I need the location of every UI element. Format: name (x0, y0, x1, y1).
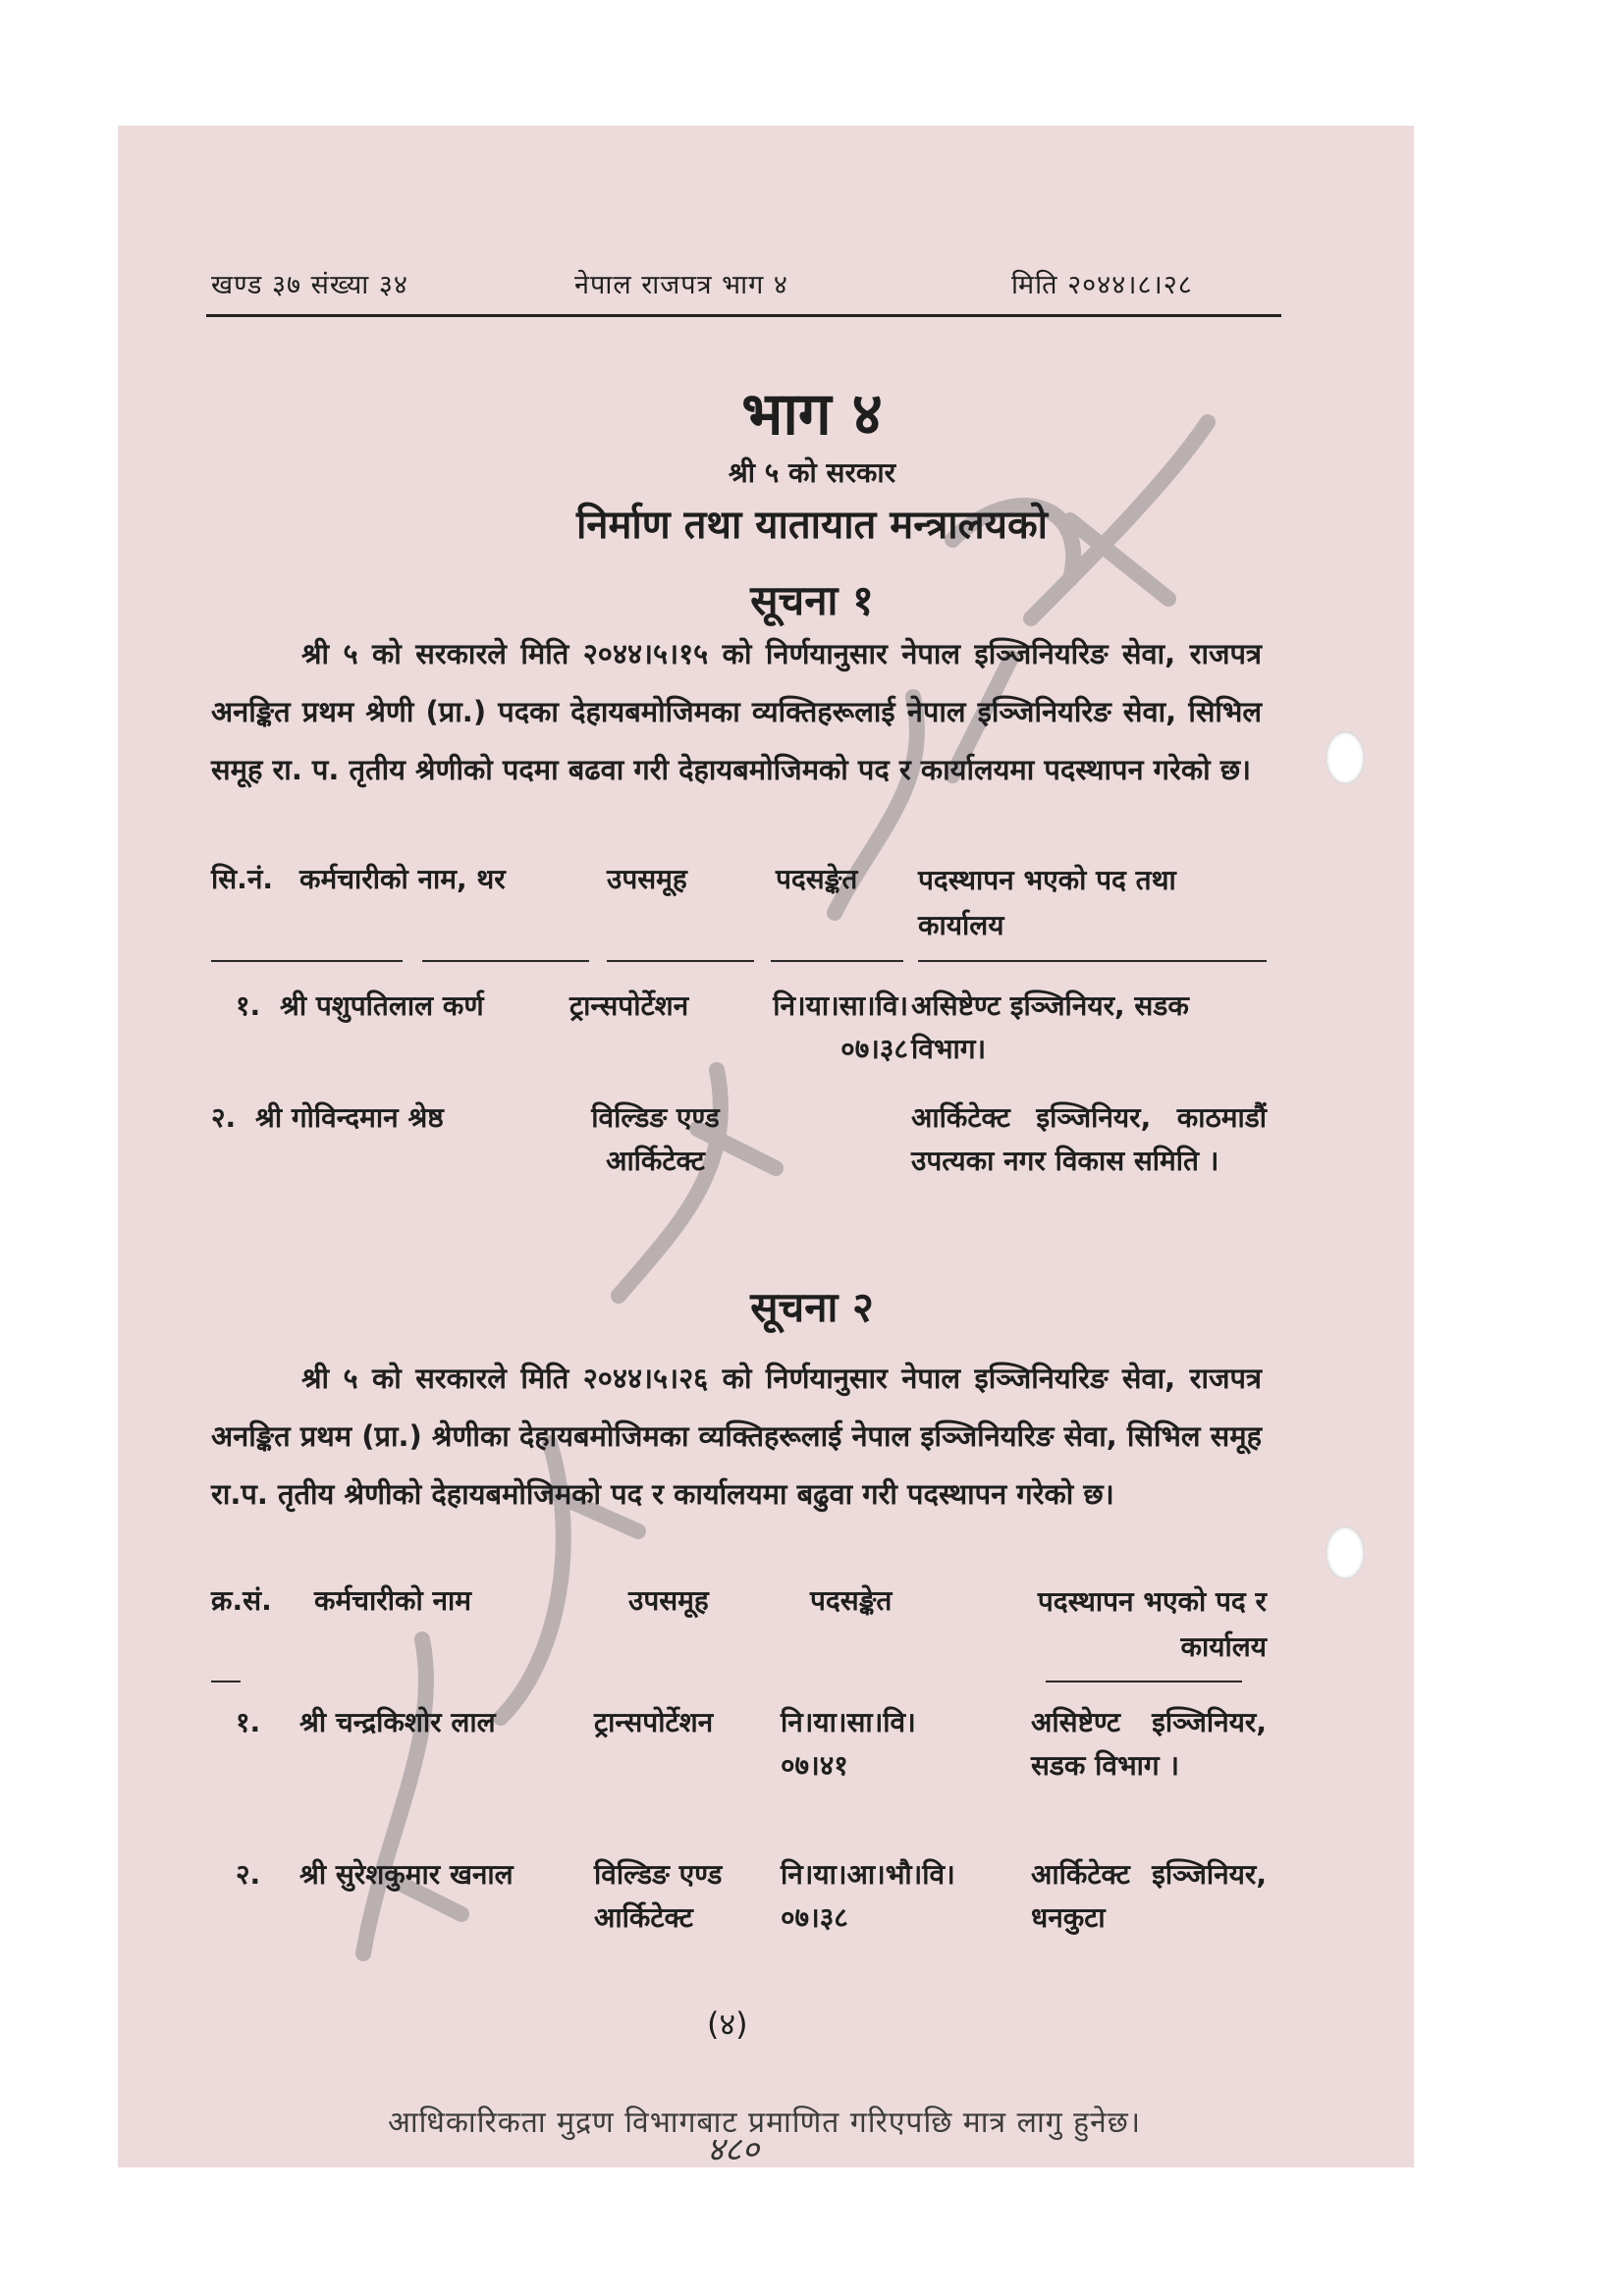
n1-row2-post: आर्किटेक्ट इञ्जिनियर, काठमाडौं उपत्यका नगर विकास समिति । (911, 1101, 1267, 1177)
notice-2-paragraph (211, 1350, 1262, 1523)
page-number: (४) (707, 2005, 748, 2043)
n2-col-sn: क्र.सं. (211, 1584, 272, 1617)
n2-col-group: उपसमूह (628, 1584, 709, 1617)
header-rule (206, 314, 1281, 317)
n1-row2-sn: २. (211, 1101, 237, 1134)
authenticity-footer: आधिकारिकता मुद्रण विभागबाट प्रमाणित गरिएपछि मात्र लागु हुनेछ। (388, 2106, 1142, 2140)
table-rule (211, 1681, 241, 1682)
table-rule (422, 960, 589, 962)
n1-col-group: उपसमूह (607, 863, 687, 895)
n1-col-name: कर्मचारीको नाम, थर (299, 863, 506, 895)
table-rule (771, 960, 903, 962)
n1-row2-group: विल्डिङ एण्ड आर्किटेक्ट (591, 1101, 720, 1177)
n2-row1-sn: १. (236, 1706, 261, 1738)
ministry-heading: निर्माण तथा यातायात मन्त्रालयको (575, 503, 1049, 548)
table-rule (918, 960, 1267, 962)
n2-col-name: कर्मचारीको नाम (314, 1584, 472, 1617)
n2-row2-post: आर्किटेक्ट इञ्जिनियर, धनकुटा (1031, 1858, 1267, 1934)
n1-row2-name: श्री गोविन्दमान श्रेष्ठ (255, 1101, 444, 1134)
table-rule (1046, 1681, 1242, 1682)
notice-2-heading: सूचना २ (750, 1283, 874, 1331)
notice-1-heading: सूचना १ (750, 576, 874, 624)
n1-row1-code: नि।या।सा।वि। ०७।३८ (773, 989, 908, 1065)
notice-1-paragraph (211, 625, 1262, 799)
n2-row1-group: ट्रान्सपोर्टेशन (594, 1706, 714, 1738)
n2-row2-group: विल्डिङ एण्ड आर्किटेक्ट (594, 1858, 723, 1934)
n2-row2-name: श्री सुरेशकुमार खनाल (299, 1858, 514, 1891)
n2-row1-code: नि।या।सा।वि। ०७।४१ (781, 1706, 916, 1782)
n2-row2-code: नि।या।आ।भौ।वि। ०७।३८ (781, 1858, 955, 1934)
n1-row1-sn: १. (236, 989, 261, 1022)
n2-row1-name: श्री चन्द्रकिशोर लाल (299, 1706, 496, 1738)
binder-hole (1326, 731, 1365, 784)
n2-row1-post: असिष्टेण्ट इञ्जिनियर, सडक विभाग । (1031, 1706, 1267, 1782)
n2-col-post: पदस्थापन भएको पद र कार्यालय (1037, 1585, 1267, 1663)
table-rule (607, 960, 754, 962)
n1-col-post: पदस्थापन भएको पद तथा कार्यालय (918, 864, 1176, 941)
n1-row1-group: ट्रान्सपोर्टेशन (569, 989, 689, 1022)
header-right: मिति २०४४।८।२८ (1011, 270, 1193, 300)
part-title: भाग ४ (741, 380, 883, 449)
binder-hole (1326, 1526, 1365, 1579)
n1-col-sn: सि.नं. (211, 863, 273, 895)
header-center: नेपाल राजपत्र भाग ४ (574, 270, 788, 300)
table-rule (211, 960, 403, 962)
handwritten-number: ४८० (707, 2130, 760, 2169)
n2-row2-sn: २. (236, 1858, 261, 1891)
n1-col-code: पदसङ्केत (776, 863, 858, 895)
n2-col-code: पदसङ्केत (810, 1584, 893, 1617)
header-left: खण्ड ३७ संख्या ३४ (211, 270, 408, 300)
notice-2-text: श्री ५ को सरकारले मिति २०४४।५।२६ को निर्णयानुसार नेपाल इञ्जिनियरिङ सेवा, राजपत्र अनङ्कित प्रथम (प्रा.) श्रेणीका देहायबमोजिमका व्यक्तिहरूलाई नेपाल इञ्जिनियरिङ सेवा, सिभिल समूह रा.प. तृतीय श्रेणीको देहायबमोजिमको पद र कार्यालयमा बढुवा गरी पदस्थापन गरेको छ। (211, 1362, 1262, 1511)
government-heading: श्री ५ को सरकार (728, 456, 896, 489)
n1-row1-name: श्री पशुपतिलाल कर्ण (280, 989, 484, 1022)
notice-1-text: श्री ५ को सरकारले मिति २०४४।५।१५ को निर्णयानुसार नेपाल इञ्जिनियरिङ सेवा, राजपत्र अनङ्कित प्रथम श्रेणी (प्रा.) पदका देहायबमोजिमका व्यक्तिहरूलाई नेपाल इञ्जिनियरिङ सेवा, सिभिल समूह रा. प. तृतीय श्रेणीको पदमा बढवा गरी देहायबमोजिमको पद र कार्यालयमा पदस्थापन गरेको छ। (211, 637, 1262, 786)
n1-row1-post: असिष्टेण्ट इञ्जिनियर, सडक विभाग। (911, 989, 1189, 1065)
